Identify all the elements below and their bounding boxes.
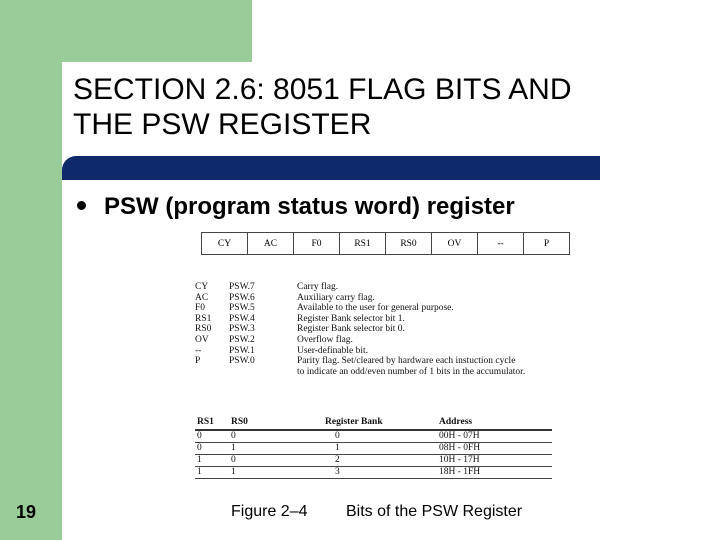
psw-bit-cell: RS1 bbox=[340, 233, 386, 255]
bank-table-header-cell: RS0 bbox=[231, 417, 248, 427]
flag-bit: PSW.6 bbox=[229, 292, 255, 303]
flag-text: Register Bank selector bit 0. bbox=[297, 324, 405, 335]
flag-text: to indicate an odd/even number of 1 bits in the accumulator. bbox=[297, 366, 526, 377]
flag-text: Carry flag. bbox=[297, 282, 339, 292]
bank-table-cell: 0 bbox=[197, 431, 202, 441]
psw-bit-cell: P bbox=[524, 233, 570, 255]
bank-table-cell: 0 bbox=[231, 455, 236, 465]
psw-bit-cell: AC bbox=[248, 233, 294, 255]
flag-bit: PSW.7 bbox=[229, 282, 255, 292]
flag-bit: PSW.4 bbox=[229, 313, 255, 324]
bank-table-header-cell: RS1 bbox=[197, 417, 214, 427]
bullet-icon bbox=[77, 201, 86, 210]
bullet-text: PSW (program status word) register bbox=[104, 193, 515, 220]
bank-table-row bbox=[195, 467, 552, 479]
register-bank-table bbox=[195, 417, 552, 479]
flag-name: F0 bbox=[195, 303, 206, 314]
flag-text: Auxiliary carry flag. bbox=[297, 292, 375, 303]
psw-bit-row bbox=[202, 233, 570, 255]
bank-table-cell: 1 bbox=[197, 467, 202, 477]
slide-title: SECTION 2.6: 8051 FLAG BITS AND THE PSW REGISTER bbox=[73, 73, 572, 141]
bank-table-cell: 0 bbox=[335, 431, 340, 441]
flag-name: RS0 bbox=[195, 324, 212, 335]
flag-bit: PSW.3 bbox=[229, 324, 255, 335]
bank-table-cell: 18H - 1FH bbox=[439, 467, 481, 477]
flag-bit: PSW.2 bbox=[229, 334, 255, 345]
psw-bit-cell: OV bbox=[432, 233, 478, 255]
flag-text: Available to the user for general purpose. bbox=[297, 303, 454, 314]
psw-bit-cell: CY bbox=[202, 233, 248, 255]
bank-table-cell: 10H - 17H bbox=[439, 455, 480, 465]
bank-table-cell: 2 bbox=[335, 455, 340, 465]
bank-table-cell: 1 bbox=[231, 443, 236, 453]
flag-name: AC bbox=[195, 292, 209, 303]
flag-name: OV bbox=[195, 334, 209, 345]
flag-text: User-definable bit. bbox=[297, 345, 369, 356]
flag-text: Parity flag. Set/cleared by hardware each instuction cycle bbox=[297, 356, 516, 367]
psw-bit-cell: F0 bbox=[294, 233, 340, 255]
flag-name: P bbox=[195, 356, 201, 367]
bank-table-row bbox=[195, 443, 552, 455]
flag-name: RS1 bbox=[195, 313, 212, 324]
figure-title: Bits of the PSW Register bbox=[346, 503, 523, 520]
bank-table-cell: 1 bbox=[231, 467, 236, 477]
bank-table-row bbox=[195, 431, 552, 443]
bank-table-cell: 0 bbox=[231, 431, 236, 441]
bank-table-cell: 1 bbox=[335, 443, 340, 453]
bank-table-header bbox=[195, 417, 552, 431]
bank-table-header-cell: Register Bank bbox=[325, 417, 383, 427]
title-divider-bar bbox=[62, 156, 600, 180]
flag-name: CY bbox=[195, 282, 209, 292]
green-side-strip bbox=[0, 0, 62, 540]
flag-name: -- bbox=[195, 345, 202, 356]
flag-bit: PSW.1 bbox=[229, 345, 255, 356]
flag-bit: PSW.0 bbox=[229, 356, 255, 367]
figure-number: Figure 2–4 bbox=[231, 503, 308, 520]
psw-bit-cell: -- bbox=[478, 233, 524, 255]
flag-text: Overflow flag. bbox=[297, 334, 353, 345]
bank-table-cell: 3 bbox=[335, 467, 340, 477]
flag-bit: PSW.5 bbox=[229, 303, 255, 314]
bank-table-cell: 00H - 07H bbox=[439, 431, 480, 441]
bank-table-row bbox=[195, 455, 552, 467]
bank-table-cell: 0 bbox=[197, 443, 202, 453]
flag-text: Register Bank selector bit 1. bbox=[297, 313, 405, 324]
bank-table-cell: 1 bbox=[197, 455, 202, 465]
slide-number: 19 bbox=[16, 502, 37, 522]
psw-bit-cell: RS0 bbox=[386, 233, 432, 255]
psw-bit-table bbox=[201, 232, 570, 255]
bank-table-header-cell: Address bbox=[439, 417, 473, 427]
bank-table-cell: 08H - 0FH bbox=[439, 443, 481, 453]
